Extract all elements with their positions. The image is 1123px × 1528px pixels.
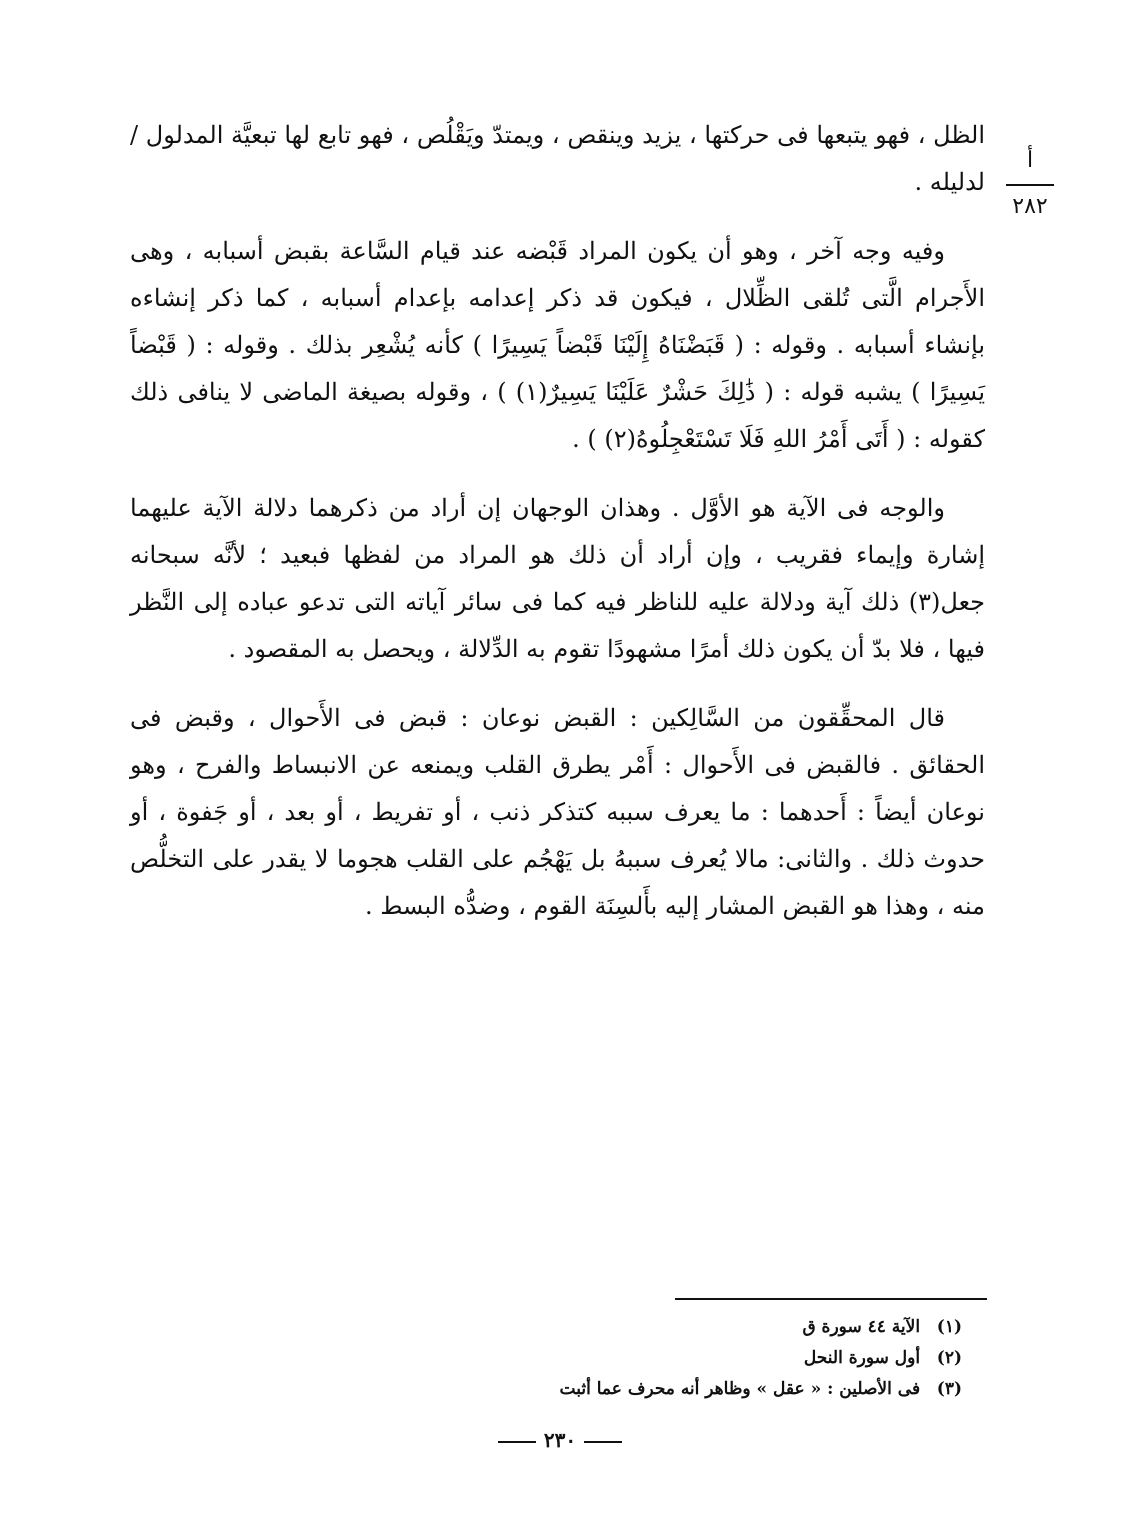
page-number-dash-left [498,1441,536,1443]
footnote-2 [500,1343,962,1374]
page-number-dash-right [584,1441,622,1443]
margin-note-rule [1006,184,1054,186]
footnote-1 [500,1312,962,1343]
footnote-number: (٢) [936,1348,962,1368]
footnote-number: (٣) [936,1379,962,1399]
footnotes [500,1312,962,1405]
footnote-number: (١) [936,1317,962,1337]
body-text [130,112,985,952]
footnote-separator [675,1298,987,1300]
page-number-value: ٢٣٠ [543,1428,577,1452]
paragraph-2: وفيه وجه آخر ، وهو أن يكون المراد قَبْضه عند قيام السَّاعة بقبض أسبابه ، وهى الأَجرام الَّتى تُلقى الظِّلال ، فيكون قد ذكر إعدامه بإعدام أسبابه ، كما ذكر إنشاءه بإنشاء أسبابه . وقوله : ( قَبَضْنَاهُ إِلَيْنَا قَبْضاً يَسِيرًا ) كأنه يُشْعِر بذلك . وقوله : ( قَبْضاً يَسِيرًا ) يشبه قوله : ( ذَٰلِكَ حَشْرٌ عَلَيْنَا يَسِيرٌ(١) ) ، وقوله بصيغة الماضى لا ينافى ذلك كقوله : ( أَتَى أَمْرُ اللهِ فَلَا تَسْتَعْجِلُوهُ(٢) ) . [130,237,986,453]
footnote-3 [500,1374,962,1405]
paragraph-1: الظل ، فهو يتبعها فى حركتها ، يزيد وينقص ، ويمتدّ ويَقْلُص ، فهو تابع لها تبعيَّة المدلول / لدليله . [130,121,985,196]
footnote-text: أول سورة النحل [803,1348,921,1368]
paragraph-3: والوجه فى الآية هو الأوَّل . وهذان الوجهان إن أراد من ذكرهما دلالة الآية عليهما إشارة وإيماء فقريب ، وإن أراد أن ذلك هو المراد من لفظها فبعيد ؛ لأنَّه سبحانه جعل(٣) ذلك آية ودلالة عليه للناظر فيه كما فى سائر آياته التى تدعو عباده إلى النَّظر فيها ، فلا بدّ أن يكون ذلك أمرًا مشهودًا تقوم به الدِّلالة ، ويحصل به المقصود . [130,494,985,663]
footnote-text: الآية ٤٤ سورة ق [802,1317,921,1337]
margin-note-top: أ [1026,148,1034,173]
footnote-text: فى الأصلين : « عقل » وظاهر أنه محرف عما أثبت [559,1379,921,1399]
margin-page-reference [1000,150,1060,218]
margin-note-bottom: ٢٨٢ [1012,194,1048,219]
paragraph-4: قال المحقِّقون من السَّالِكين : القبض نوعان : قبض فى الأَحوال ، وقبض فى الحقائق . فالقبض فى الأَحوال : أَمْر يطرق القلب ويمنعه عن الانبساط والفرح ، وهو نوعان أيضاً : أَحدهما : ما يعرف سببه كتذكر ذنب ، أو تفريط ، أو بعد ، أو جَفوة ، أو حدوث ذلك . والثانى: مالا يُعرف سببهُ بل يَهْجُم على القلب هجوما لا يقدر على التخلُّص منه ، وهذا هو القبض المشار إليه بأَلسِنَة القوم ، وضدُّه البسط . [130,704,986,920]
page-number [480,1428,640,1452]
